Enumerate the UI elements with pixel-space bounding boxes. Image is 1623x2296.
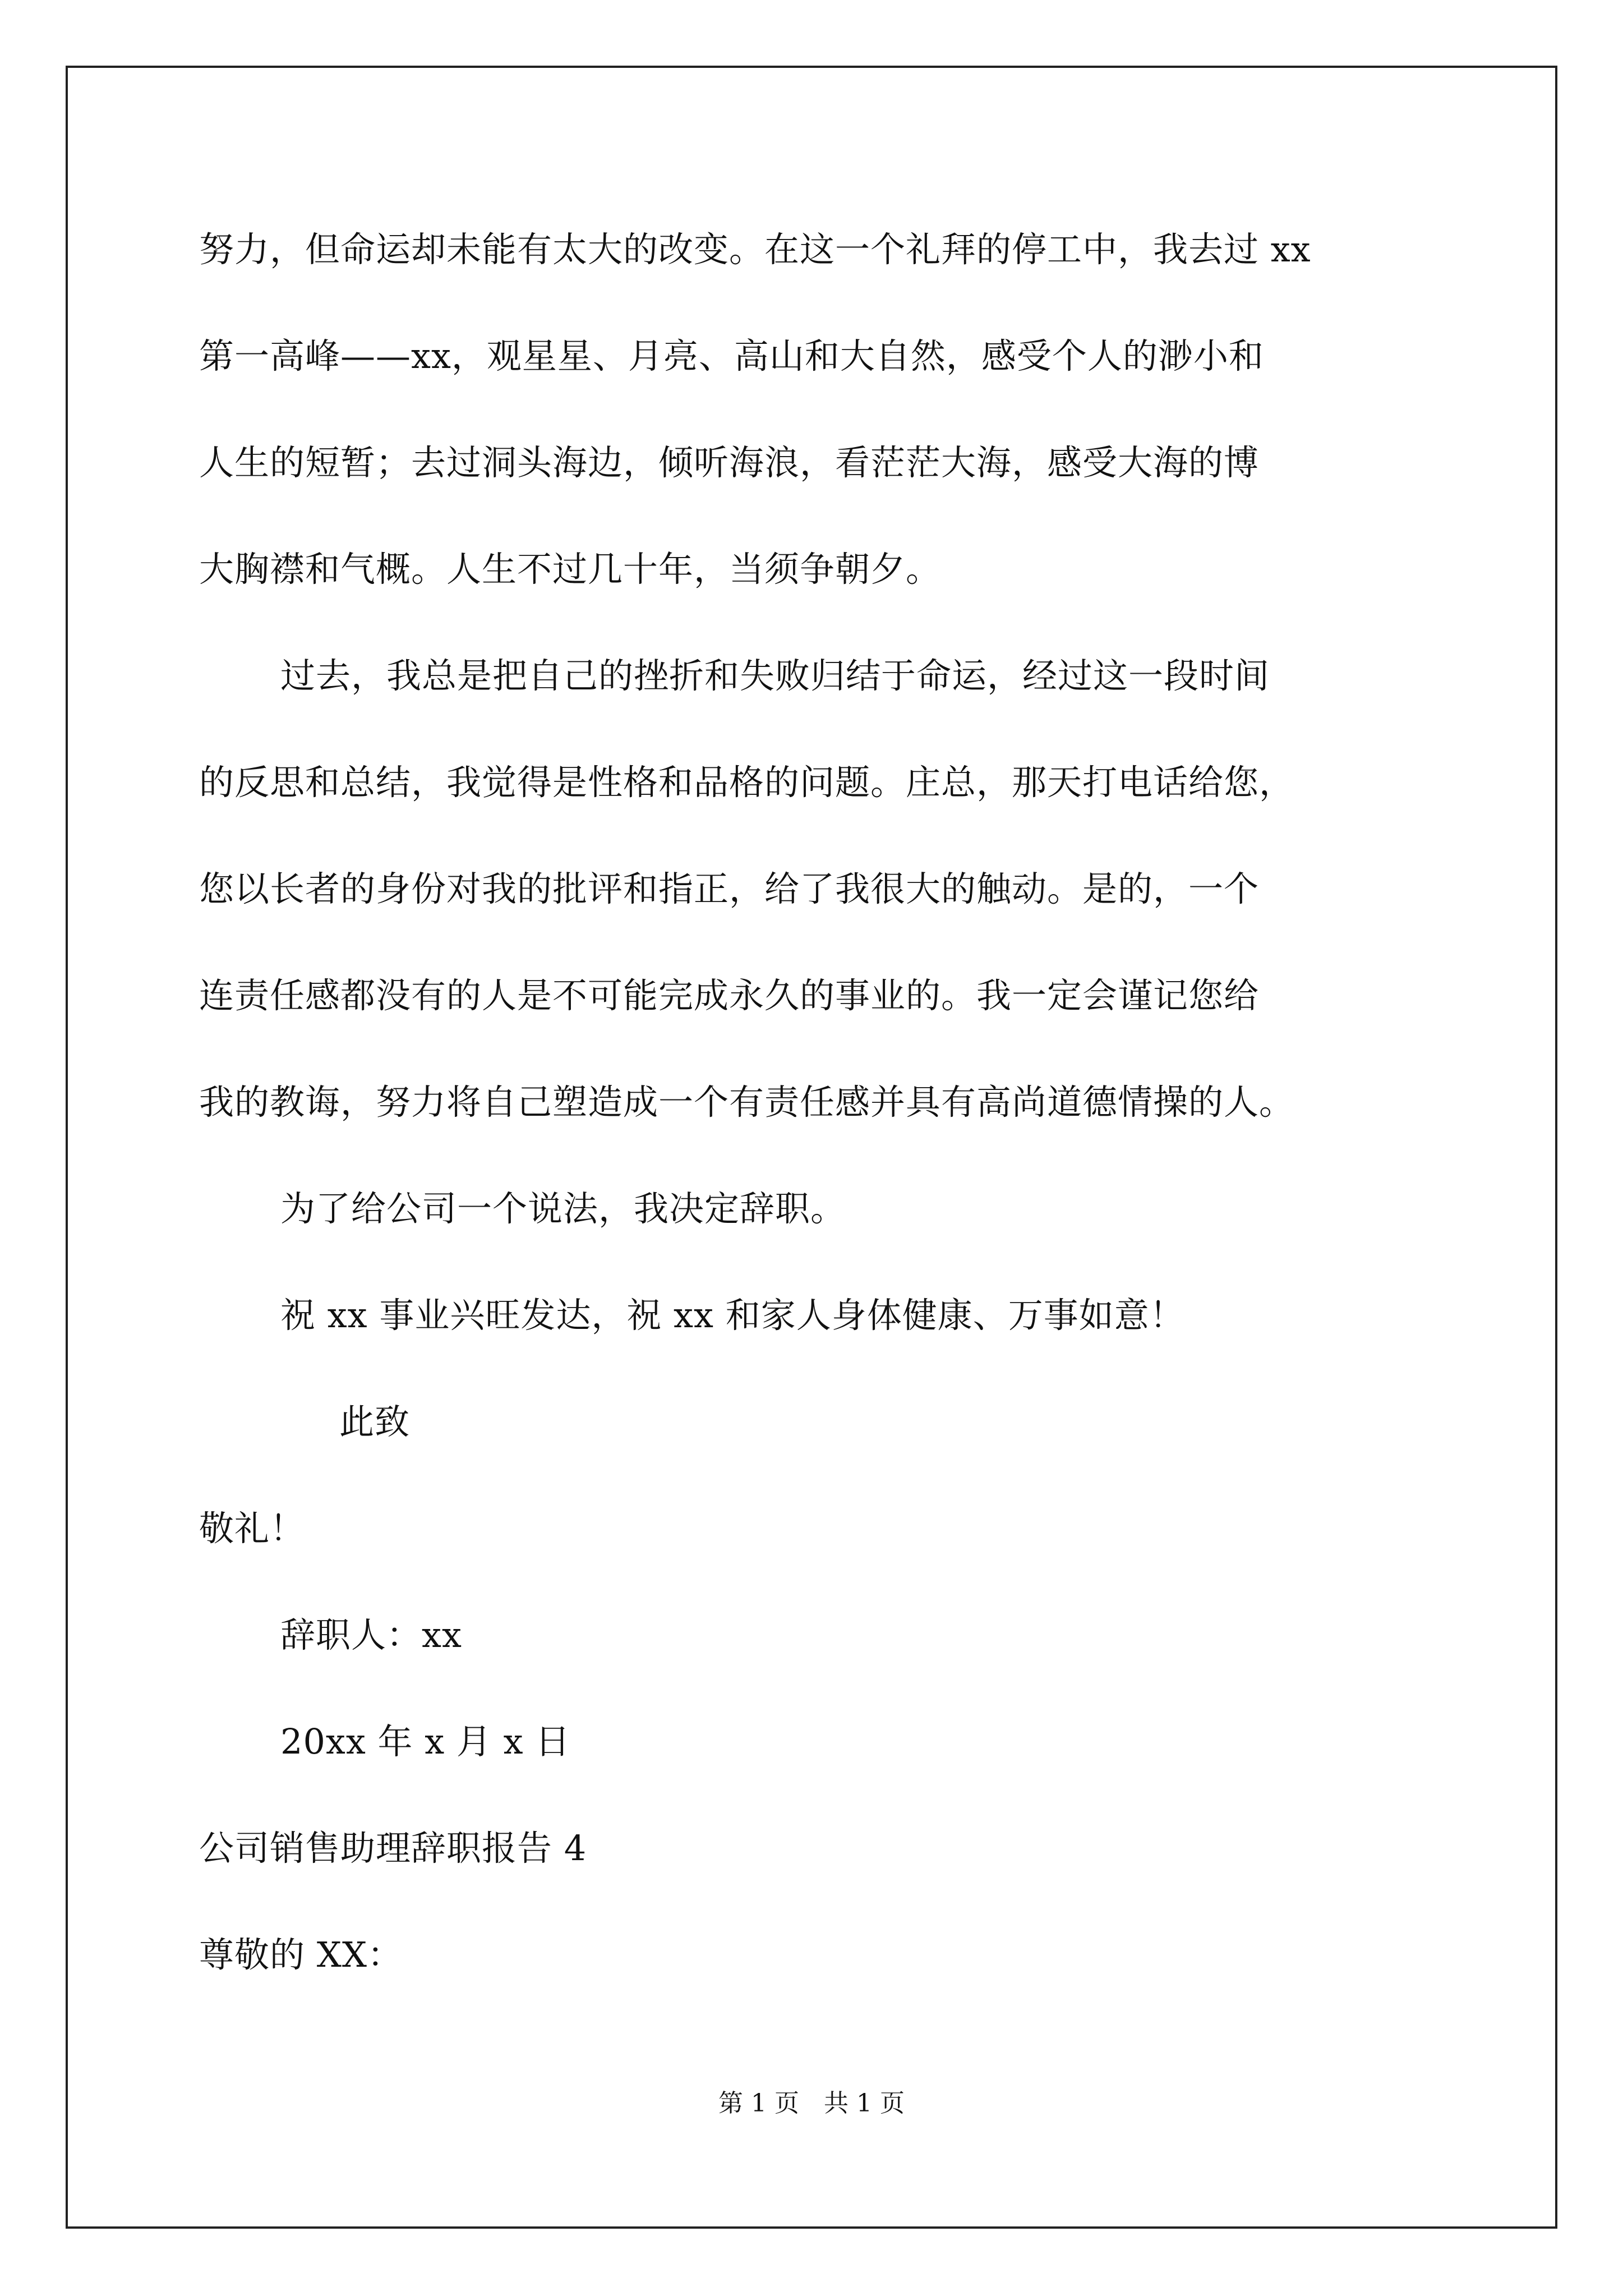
- body-line: 您以长者的身份对我的批评和指正，给了我很大的触动。是的，一个: [199, 868, 1260, 909]
- salutation-jingli: 敬礼！: [199, 1508, 306, 1549]
- letter-greeting: 尊敬的 XX：: [199, 1934, 403, 1975]
- signature-name: 辞职人：xx: [280, 1614, 462, 1655]
- paragraph-start: 过去，我总是把自己的挫折和失败归结于命运，经过这一段时间: [280, 655, 1270, 696]
- salutation-cizhi: 此致: [339, 1401, 411, 1442]
- page-footer: 第 1 页 共 1 页: [718, 2089, 905, 2118]
- closing-wish: 祝 xx 事业兴旺发达，祝 xx 和家人身体健康、万事如意！: [280, 1295, 1185, 1336]
- body-line: 我的教诲，努力将自己塑造成一个有责任感并具有高尚道德情操的人。: [199, 1082, 1295, 1122]
- body-line: 大胸襟和气概。人生不过几十年，当须争朝夕。: [199, 549, 942, 590]
- page-border: [66, 66, 1557, 2229]
- body-line: 人生的短暂；去过洞头海边，倾听海浪，看茫茫大海，感受大海的博: [199, 442, 1260, 483]
- body-line: 第一高峰——xx，观星星、月亮、高山和大自然，感受个人的渺小和: [199, 335, 1264, 376]
- signature-date: 20xx 年 x 月 x 日: [280, 1721, 571, 1762]
- section-heading: 公司销售助理辞职报告 4: [199, 1828, 587, 1869]
- body-line: 连责任感都没有的人是不可能完成永久的事业的。我一定会谨记您给: [199, 975, 1260, 1016]
- body-line: 努力，但命运却未能有太大的改变。在这一个礼拜的停工中，我去过 xx: [199, 229, 1311, 270]
- body-line: 的反思和总结，我觉得是性格和品格的问题。庄总，那天打电话给您，: [199, 762, 1295, 803]
- paragraph-start: 为了给公司一个说法，我决定辞职。: [280, 1188, 846, 1229]
